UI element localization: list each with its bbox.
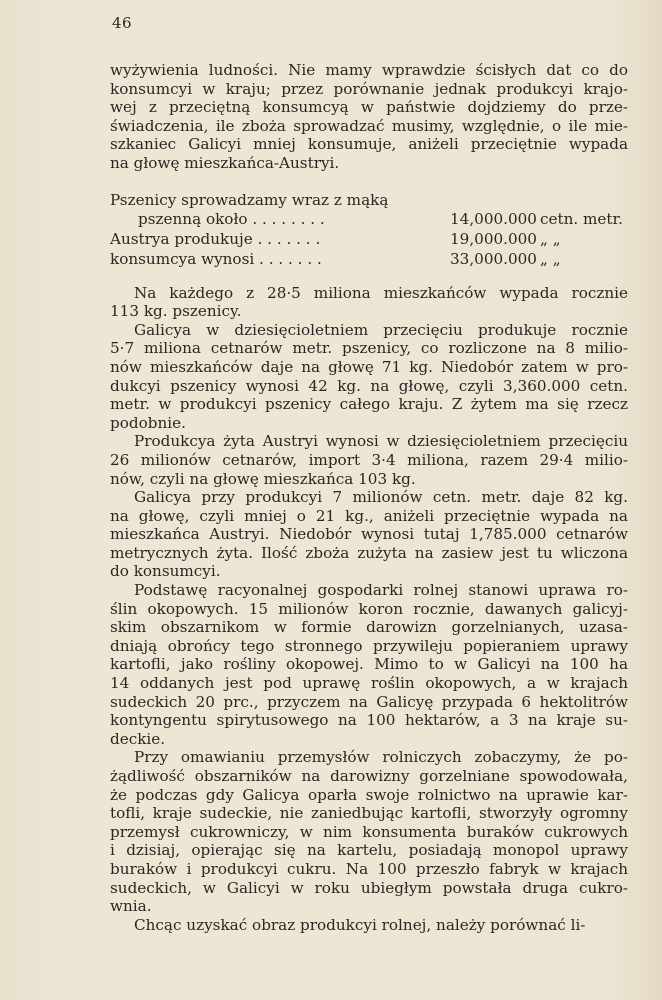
table-row bbox=[110, 250, 628, 270]
paragraph bbox=[110, 748, 628, 915]
text-line: mieszkańca Austryi. Niedobór wynosi tutaj 1,785.000 cetnarów bbox=[110, 525, 628, 544]
table-row-unit: cetn. metr. bbox=[540, 209, 623, 228]
text-line: szkaniec Galicyi mniej konsumuje, aniżeli przeciętnie wypada bbox=[110, 135, 628, 154]
paragraph bbox=[110, 284, 628, 321]
text-line: dniają obrońcy tego stronnego przywileju popieraniem uprawy bbox=[110, 636, 628, 655]
text-line: 26 milionów cetnarów, import 3·4 miliona, razem 29·4 milio- bbox=[110, 450, 628, 469]
table-row-value: 14,000.000 bbox=[450, 209, 537, 228]
text-line: Produkcya żyta Austryi wynosi w dziesięcioletniem przecięciu bbox=[134, 432, 628, 451]
text-line: ślin okopowych. 15 milionów koron rocznie, dawanych galicyj- bbox=[110, 599, 628, 618]
table-row-label: pszenną około . . . . . . . . bbox=[138, 209, 325, 228]
text-line: tofli, kraje sudeckie, nie zaniedbując kartofli, stworzyły ogromny bbox=[110, 804, 628, 823]
text-line: do konsumcyi. bbox=[110, 562, 221, 581]
text-line: podobnie. bbox=[110, 413, 186, 432]
text-line: Przy omawianiu przemysłów rolniczych zobaczymy, że po- bbox=[134, 748, 628, 767]
text-line: nów mieszkańców daje na głowę 71 kg. Niedobór zatem w pro- bbox=[110, 357, 628, 376]
paragraph bbox=[110, 488, 628, 581]
text-line: Chcąc uzyskać obraz produkcyi rolnej, należy porównać li- bbox=[134, 915, 586, 934]
text-line: wnia. bbox=[110, 897, 152, 916]
table-row-label: Austrya produkuje . . . . . . . bbox=[110, 229, 321, 248]
text-line: Galicya w dziesięcioletniem przecięciu produkuje rocznie bbox=[134, 320, 628, 339]
text-line: 14 oddanych jest pod uprawę roślin okopowych, a w krajach bbox=[110, 674, 628, 693]
text-line: przemysł cukrowniczy, w nim konsumenta buraków cukrowych bbox=[110, 822, 628, 841]
text-line: sudeckich, w Galicyi w roku ubiegłym powstała druga cukro- bbox=[110, 878, 628, 897]
text-line: świadczenia, ile zboża sprowadzać musimy, względnie, o ile mie- bbox=[110, 116, 628, 135]
text-line: sudeckich 20 prc., przyczem na Galicyę przypada 6 hektolitrów bbox=[110, 692, 628, 711]
table-row-value: 33,000.000 bbox=[450, 249, 537, 268]
text-line: deckie. bbox=[110, 729, 166, 748]
text-line: nów, czyli na głowę mieszkańca 103 kg. bbox=[110, 469, 416, 488]
paragraph bbox=[110, 581, 628, 748]
text-line: kontyngentu spirytusowego na 100 hektarów, a 3 na kraje su- bbox=[110, 711, 628, 730]
text-line: metr. w produkcyi pszenicy całego kraju. Z żytem ma się rzecz bbox=[110, 395, 628, 414]
text-line: 113 kg. pszenicy. bbox=[110, 302, 242, 321]
wheat-table bbox=[110, 191, 628, 270]
paragraph bbox=[110, 321, 628, 433]
body-paragraphs bbox=[110, 284, 628, 935]
text-line: metrycznych żyta. Ilość zboża zużyta na zasiew jest tu wliczona bbox=[110, 543, 628, 562]
table-row-unit: „ „ bbox=[540, 229, 561, 248]
text-line: Galicya przy produkcyi 7 milionów cetn. metr. daje 82 kg. bbox=[134, 488, 628, 507]
table-row-value: 19,000.000 bbox=[450, 229, 537, 248]
table-header-text: Pszenicy sprowadzamy wraz z mąką bbox=[110, 190, 389, 209]
paragraph bbox=[110, 432, 628, 488]
table-header bbox=[110, 191, 628, 210]
paragraph-intro bbox=[110, 61, 628, 173]
text-line: na głowę mieszkańca-Austryi. bbox=[110, 153, 340, 172]
text-line: buraków i produkcyi cukru. Na 100 przeszło fabryk w krajach bbox=[110, 859, 628, 878]
text-line: Podstawę racyonalnej gospodarki rolnej stanowi uprawa ro- bbox=[134, 581, 628, 600]
text-line: żądliwość obszarników na darowizny gorzelniane spowodowała, bbox=[110, 767, 628, 785]
text-line: wyżywienia ludności. Nie mamy wprawdzie ścisłych dat co do bbox=[110, 61, 628, 79]
text-line: kartofli, jako rośliny okopowej. Mimo to w Galicyi na 100 ha bbox=[110, 655, 628, 674]
text-line: 5·7 miliona cetnarów metr. pszenicy, co rozliczone na 8 milio- bbox=[110, 339, 628, 358]
page-text bbox=[110, 61, 628, 934]
text-line: że podczas gdy Galicya oparła swoje rolnictwo na uprawie kar- bbox=[110, 785, 628, 804]
table-row bbox=[110, 230, 628, 250]
text-line: i dzisiaj, opierając się na kartelu, posiadają monopol uprawy bbox=[110, 841, 628, 860]
text-line: konsumcyi w kraju; przez porównanie jednak produkcyi krajo- bbox=[110, 79, 628, 98]
text-line: wej z przeciętną konsumcyą w państwie dojdziemy do prze- bbox=[110, 98, 628, 117]
text-line: Na każdego z 28·5 miliona mieszkańców wypada rocznie bbox=[134, 283, 628, 302]
text-line: dukcyi pszenicy wynosi 42 kg. na głowę, czyli 3,360.000 cetn. bbox=[110, 376, 628, 395]
text-line: skim obszarnikom w formie darowizn gorzelnianych, uzasa- bbox=[110, 618, 628, 637]
page-number: 46 bbox=[112, 14, 133, 32]
table-row bbox=[110, 210, 628, 230]
table-row-label: konsumcya wynosi . . . . . . . bbox=[110, 249, 322, 268]
text-line: na głowę, czyli mniej o 21 kg., aniżeli przeciętnie wypada na bbox=[110, 506, 628, 525]
table-row-unit: „ „ bbox=[540, 249, 561, 268]
paragraph bbox=[110, 916, 628, 935]
